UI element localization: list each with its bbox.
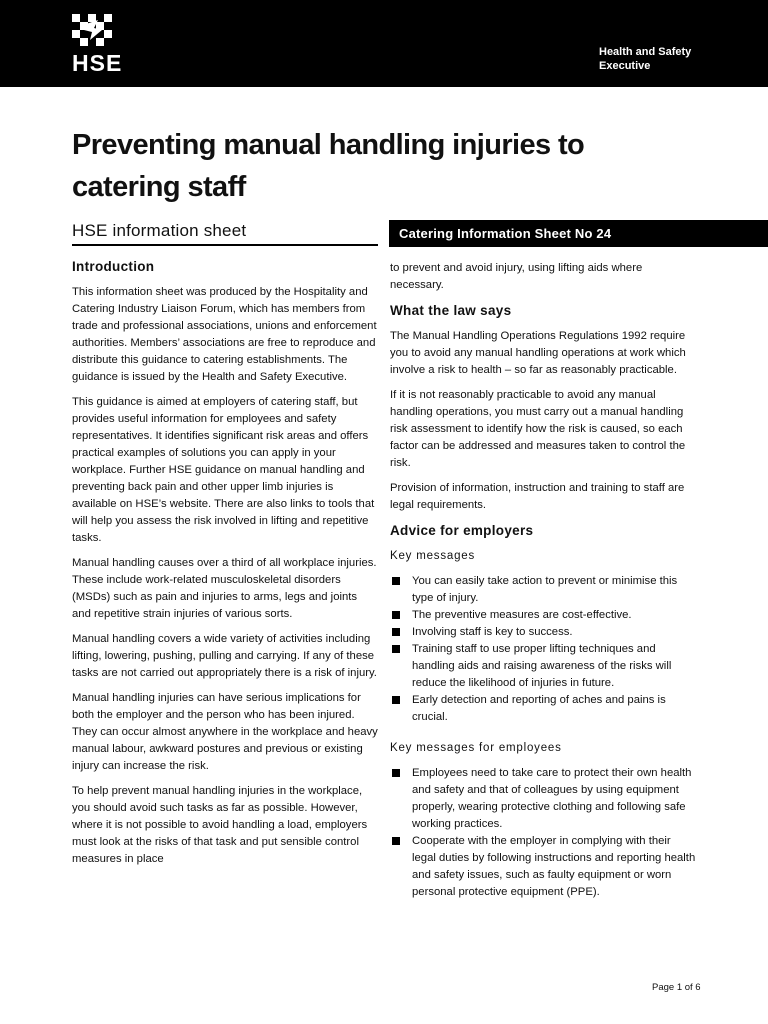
paragraph: This information sheet was produced by the Hospitality and Catering Industry Liaison Forum, which has members from trade and professional associations, unions and enforcement authorities. Members’ associations are free to reproduce and distribute this guidance to catering establishments. The guidance is issued by the Health and Safety Executive. (72, 286, 377, 383)
hse-logo (72, 14, 132, 74)
paragraph: to prevent and avoid injury, using lifting aids where necessary. (390, 262, 643, 291)
list-item (390, 833, 696, 901)
list-item-text: Employees need to take care to protect their own health and safety and that of colleagues by using equipment properly, wearing protective clothing and following safe working practices. (412, 767, 692, 830)
section-heading-advice: Advice for employers (390, 523, 534, 538)
paragraph: The Manual Handling Operations Regulations 1992 require you to avoid any manual handling operations at work which involve a risk to health – so far as reasonably practicable. (390, 330, 686, 376)
key-messages-list (390, 573, 696, 726)
list-item (390, 641, 696, 692)
bullet-icon (392, 645, 400, 653)
paragraph: To help prevent manual handling injuries in the workplace, you should avoid such tasks as far as possible. However, where it is not possible to avoid handling a load, employers must look at the risks of that task and put sensible control measures in place (72, 785, 368, 865)
list-item-text: Training staff to use proper lifting techniques and handling aids and raising awareness of the risks will reduce the likelihood of injuries in future. (412, 643, 672, 689)
info-sheet-label: HSE information sheet (72, 221, 247, 240)
bullet-icon (392, 837, 400, 845)
paragraph: Manual handling covers a wide variety of activities including lifting, lowering, pushing, pulling and carrying. If any of these tasks are not carried out appropriately there is a risk of injury. (72, 633, 377, 679)
list-item-text: Involving staff is key to success. (412, 626, 573, 638)
org-name-line2: Executive (599, 60, 651, 72)
list-item-text: You can easily take action to prevent or minimise this type of injury. (412, 575, 678, 604)
right-column (390, 260, 696, 909)
paragraph: If it is not reasonably practicable to avoid any manual handling operations, you must carry out a manual handling risk assessment to identify how the risk is caused, so each factor can be addressed and measures taken to control the risk. (390, 389, 686, 469)
subheading-employees: Key messages for employees (390, 742, 562, 754)
logo-text: HSE (72, 50, 123, 76)
paragraph: Manual handling causes over a third of all workplace injuries. These include work-related musculoskeletal disorders (MSDs) such as pain and injuries to arms, legs and joints and repetitive strain injuries of various sorts. (72, 557, 377, 620)
page-number: Page 1 of 6 (652, 982, 701, 993)
list-item (390, 573, 696, 607)
section-heading-law: What the law says (390, 303, 512, 318)
title-line1: Preventing manual handling injuries to (72, 129, 585, 161)
title-line2: catering staff (72, 171, 246, 203)
subheading-key-messages: Key messages (390, 550, 476, 562)
bullet-icon (392, 769, 400, 777)
page-title (72, 124, 632, 208)
bullet-icon (392, 628, 400, 636)
list-item (390, 692, 696, 726)
left-column (72, 258, 378, 876)
bullet-icon (392, 611, 400, 619)
list-item (390, 624, 696, 641)
list-item (390, 765, 696, 833)
bullet-icon (392, 696, 400, 704)
sheet-number-text: Catering Information Sheet No 24 (399, 226, 612, 241)
paragraph: Provision of information, instruction and training to staff are legal requirements. (390, 482, 685, 511)
section-heading-introduction: Introduction (72, 259, 155, 274)
paragraph: This guidance is aimed at employers of catering staff, but provides useful information for employees and safety representatives. It identifies significant risk areas and offers practical examples of solutions you can apply in your workplace. Further HSE guidance on manual handling and preventing back pain and other upper limb injuries is available on HSE’s website. There are also links to tools that will help you assess the risk involved in lifting and repetitive tasks. (72, 396, 375, 544)
employee-messages-list (390, 765, 696, 901)
sheet-number-banner (389, 220, 768, 247)
organisation-name (599, 45, 739, 73)
list-item-text: Cooperate with the employer in complying with their legal duties by following instructions and reporting health and safety issues, such as faulty equipment or worn personal protective equipment (PPE). (412, 835, 696, 898)
list-item-text: Early detection and reporting of aches and pains is crucial. (412, 694, 666, 723)
list-item-text: The preventive measures are cost-effective. (412, 609, 632, 621)
org-name-line1: Health and Safety (599, 46, 692, 58)
bullet-icon (392, 577, 400, 585)
list-item (390, 607, 696, 624)
header-bar (0, 0, 768, 87)
divider (72, 244, 378, 246)
paragraph: Manual handling injuries can have serious implications for both the employer and the person who has been injured. They can occur almost anywhere in the workplace and heavy manual labour, awkward postures and previous or existing injury can increase the risk. (72, 692, 378, 772)
crown-emblem-icon (72, 14, 124, 50)
